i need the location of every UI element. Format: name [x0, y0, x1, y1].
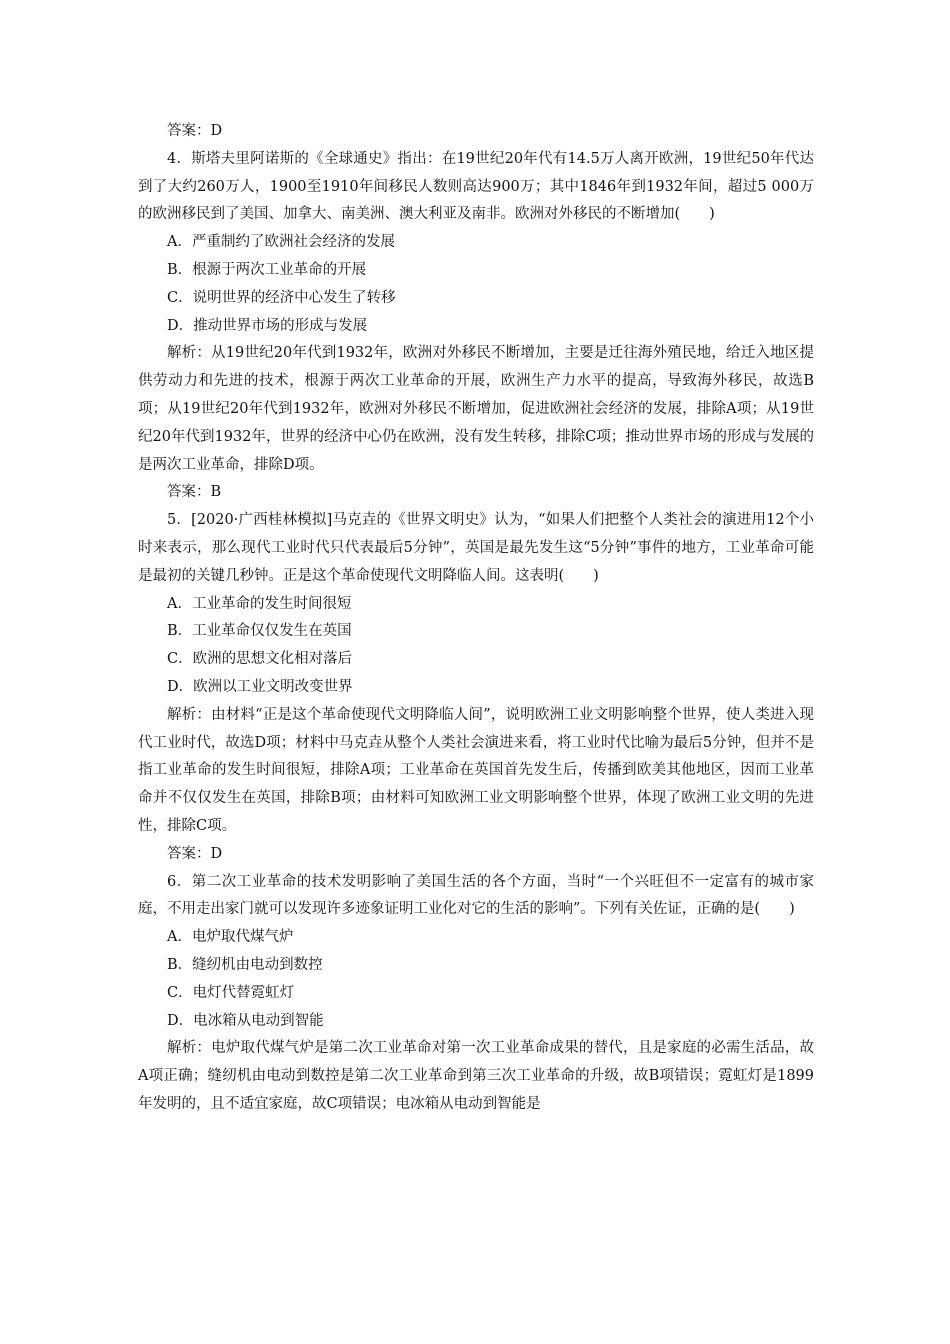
question-5-option-c: C．欧洲的思想文化相对落后: [167, 651, 353, 668]
document-page: [138, 118, 814, 1119]
question-5-option-a: A．工业革命的发生时间很短: [167, 595, 352, 612]
question-4-stem: 4．斯塔夫里阿诺斯的《全球通史》指出：在19世纪20年代有14.5万人离开欧洲，19世纪50年代达到了大约260万人，1900至1910年间移民人数则高达900万；其中1846年到1932年间，超过5 000万的欧洲移民到了美国、加拿大、南美洲、澳大利亚及南非。欧洲对外移民的不断增加( ): [138, 150, 814, 223]
question-6-option-a: A．电炉取代煤气炉: [167, 929, 294, 946]
answer-3: 答案：D: [167, 123, 223, 139]
answer-5: 答案：D: [167, 845, 223, 862]
question-4-option-b: B．根源于两次工业革命的开展: [167, 261, 367, 278]
question-6-option-d: D．电冰箱从电动到智能: [167, 1012, 324, 1029]
question-4-option-c: C．说明世界的经济中心发生了转移: [167, 289, 396, 306]
question-5-option-b: B．工业革命仅仅发生在英国: [167, 623, 352, 640]
question-5-stem: 5．[2020·广西桂林模拟]马克垚的《世界文明史》认为，“如果人们把整个人类社会的演进用12个小时来表示，那么现代工业时代只代表最后5分钟”，英国是最先发生这“5分钟”事件的地方，工业革命可能是最初的关键几秒钟。正是这个革命使现代文明降临人间。这表明( ): [138, 512, 814, 584]
question-6-option-c: C．电灯代替霓虹灯: [167, 984, 295, 1001]
question-6-stem: 6．第二次工业革命的技术发明影响了美国生活的各个方面，当时“一个兴旺但不一定富有的城市家庭，不用走出家门就可以发现许多迹象证明工业化对它的生活的影响”。下列有关佐证，正确的是( ): [138, 873, 814, 918]
question-5-analysis: 解析：由材料“正是这个革命使现代文明降临人间”，说明欧洲工业文明影响整个世界，使人类进入现代工业时代，故选D项；材料中马克垚从整个人类社会演进来看，将工业时代比喻为最后5分钟，但并不是指工业革命的发生时间很短，排除A项；工业革命在英国首先发生后，传播到欧美其他地区，因而工业革命并不仅仅发生在英国，排除B项；由材料可知欧洲工业文明影响整个世界，体现了欧洲工业文明的先进性，排除C项。: [138, 706, 814, 834]
answer-4: 答案：B: [167, 484, 222, 501]
question-6-option-b: B．缝纫机由电动到数控: [167, 956, 323, 973]
question-4-option-a: A．严重制约了欧洲社会经济的发展: [167, 234, 395, 251]
question-4-analysis: 解析：从19世纪20年代到1932年，欧洲对外移民不断增加，主要是迁往海外殖民地，给迁入地区提供劳动力和先进的技术，根源于两次工业革命的开展，欧洲生产力水平的提高，导致海外移民，故选B项；从19世纪20年代到1932年，欧洲对外移民不断增加，促进欧洲社会经济的发展，排除A项；从19世纪20年代到1932年，世界的经济中心仍在欧洲，没有发生转移，排除C项；推动世界市场的形成与发展的是两次工业革命，排除D项。: [138, 345, 814, 473]
question-6-analysis: 解析：电炉取代煤气炉是第二次工业革命对第一次工业革命成果的替代，且是家庭的必需生活品，故A项正确；缝纫机由电动到数控是第二次工业革命到第三次工业革命的升级，故B项错误；霓虹灯是1899年发明的，且不适宜家庭，故C项错误；电冰箱从电动到智能是: [138, 1040, 814, 1112]
question-4-option-d: D．推动世界市场的形成与发展: [167, 317, 368, 334]
question-5-option-d: D．欧洲以工业文明改变世界: [167, 678, 353, 695]
